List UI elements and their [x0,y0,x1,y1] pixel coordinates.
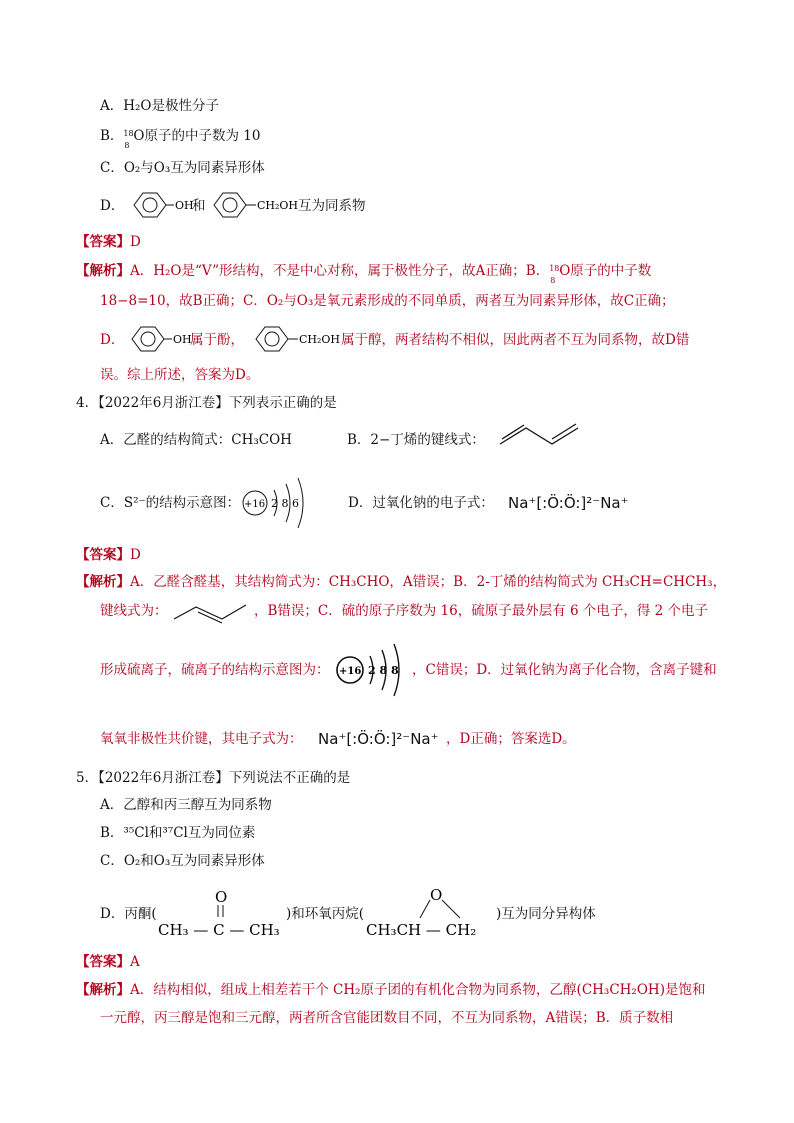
option-b: B． 18 8 O原子的中子数为 10 [100,128,261,150]
q4-option-a: A．乙醛的结构简式：CH₃COH [100,432,292,448]
q4-analysis-line-2b: ，B错误；C．硫的原子序数为 16，硫原子最外层有 6 个电子，得 2 个电子 [254,603,709,619]
propylene-oxide-structure [364,880,498,942]
q4-analysis-line-4b: ，D正确；答案选D。 [446,731,576,747]
benzyl-alcohol-structure [206,188,302,222]
q5-option-d-suffix: )互为同分异构体 [496,906,596,922]
oh-label-2: OH [173,333,192,346]
q4-option-c: C．S²⁻的结构示意图： [100,495,241,511]
q5-option-c: C．O₂和O₃互为同素异形体 [100,853,265,869]
analysis-line-1: 【解析】A．H₂O是“V”形结构，不是中心对称，属于极性分子，故A正确；B． 18 8 O原子的中子数 [76,263,652,285]
butadiene-skeletal [496,422,586,450]
shell-electrons: 2 8 6 [271,497,299,510]
2-butene-skeletal [170,597,252,625]
acetone-chain: CH₃ — C — CH₃ [158,921,280,939]
option-c: C．O₂与O₃互为同素异形体 [100,160,265,176]
q4-analysis-line-4a: 氧氧非极性共价键，其电子式为： [100,731,303,747]
analysis-line-4: 误。综上所述，答案为D。 [100,367,260,383]
q5-analysis-line-1: 【解析】A．结构相似，组成上相差若干个 CH₂原子团的有机化合物为同系物，乙醇(CH₃CH₂OH)是饱和 [76,982,706,998]
analysis-line-3-phenol: 属于酚， [190,332,244,348]
q4-analysis-line-3a: 形成硫离子，硫离子的结构示意图为： [100,662,330,678]
q4-option-d: D．过氧化钠的电子式： [348,495,494,511]
nucleus-charge-2: +16 [339,666,362,677]
option-d-and: 和 [192,198,206,214]
q4-answer-line: 【答案】D [76,547,141,563]
option-a: A．H₂O是极性分子 [100,98,220,114]
q5-analysis-line-2: 一元醇，丙三醇是饱和三元醇，两者所含官能团数目不同，不互为同系物，A错误；B．质子数相 [100,1010,674,1026]
q4-analysis-line-3b: ，C错误；D．过氧化钠为离子化合物，含离子键和 [412,662,717,678]
sulfur-ion-diagram [240,474,316,532]
q5-option-b: B．³⁵Cl和³⁷Cl互为同位素 [100,825,256,841]
q5-option-d-mid: )和环氧丙烷( [286,906,365,922]
analysis-line-3-prefix: D． [100,332,125,348]
q4-stem: 4．【2022年6月浙江卷】下列表示正确的是 [76,395,337,411]
answer-line: 【答案】D [76,234,141,250]
q4-option-b: B．2−丁烯的键线式： [347,432,485,448]
analysis-line-3-rest: 属于醇，两者结构不相似，因此两者不互为同系物，故D错 [341,332,690,348]
sulfide-ion-diagram [334,640,414,700]
q5-option-a: A．乙醇和丙三醇互为同系物 [100,797,272,813]
q5-option-d-prefix: D．丙酮( [100,906,157,922]
epoxide-oxygen: O [430,886,443,904]
q4-analysis-line-1: 【解析】A．乙醛含醛基，其结构简式为：CH₃CHO，A错误；B．2-丁烯的结构简式为 CH₃CH=CHCH₃， [76,574,727,590]
analysis-line-2: 18−8=10，故B正确；C．O₂与O₃是氧元素形成的不同单质，两者互为同素异形体，故C正确； [100,293,675,309]
phenol-structure [124,188,194,222]
ch2oh-label: CH₂OH [257,199,299,212]
q5-stem: 5．【2022年6月浙江卷】下列说法不正确的是 [76,770,351,786]
acetone-structure [156,884,286,942]
oh-label: OH [175,199,194,212]
option-d-suffix: 互为同系物 [298,198,366,214]
acetone-oxygen: O [215,888,228,906]
q5-answer-line: 【答案】A [76,954,140,970]
phenol-structure-2 [122,322,192,356]
na2o2-electron-formula-2: Na⁺[:Ö:Ö:]²⁻Na⁺ [318,730,439,748]
benzyl-alcohol-structure-2 [248,322,344,356]
na2o2-electron-formula: Na⁺[:Ö:Ö:]²⁻Na⁺ [508,494,629,512]
option-d: D． [100,198,125,214]
ch2oh-label-2: CH₂OH [299,333,341,346]
q4-analysis-line-2a: 键线式为： [100,603,168,619]
epoxide-chain: CH₃CH — CH₂ [366,921,477,939]
shell-electrons-2: 2 8 8 [368,664,399,677]
nucleus-charge: +16 [244,499,266,510]
